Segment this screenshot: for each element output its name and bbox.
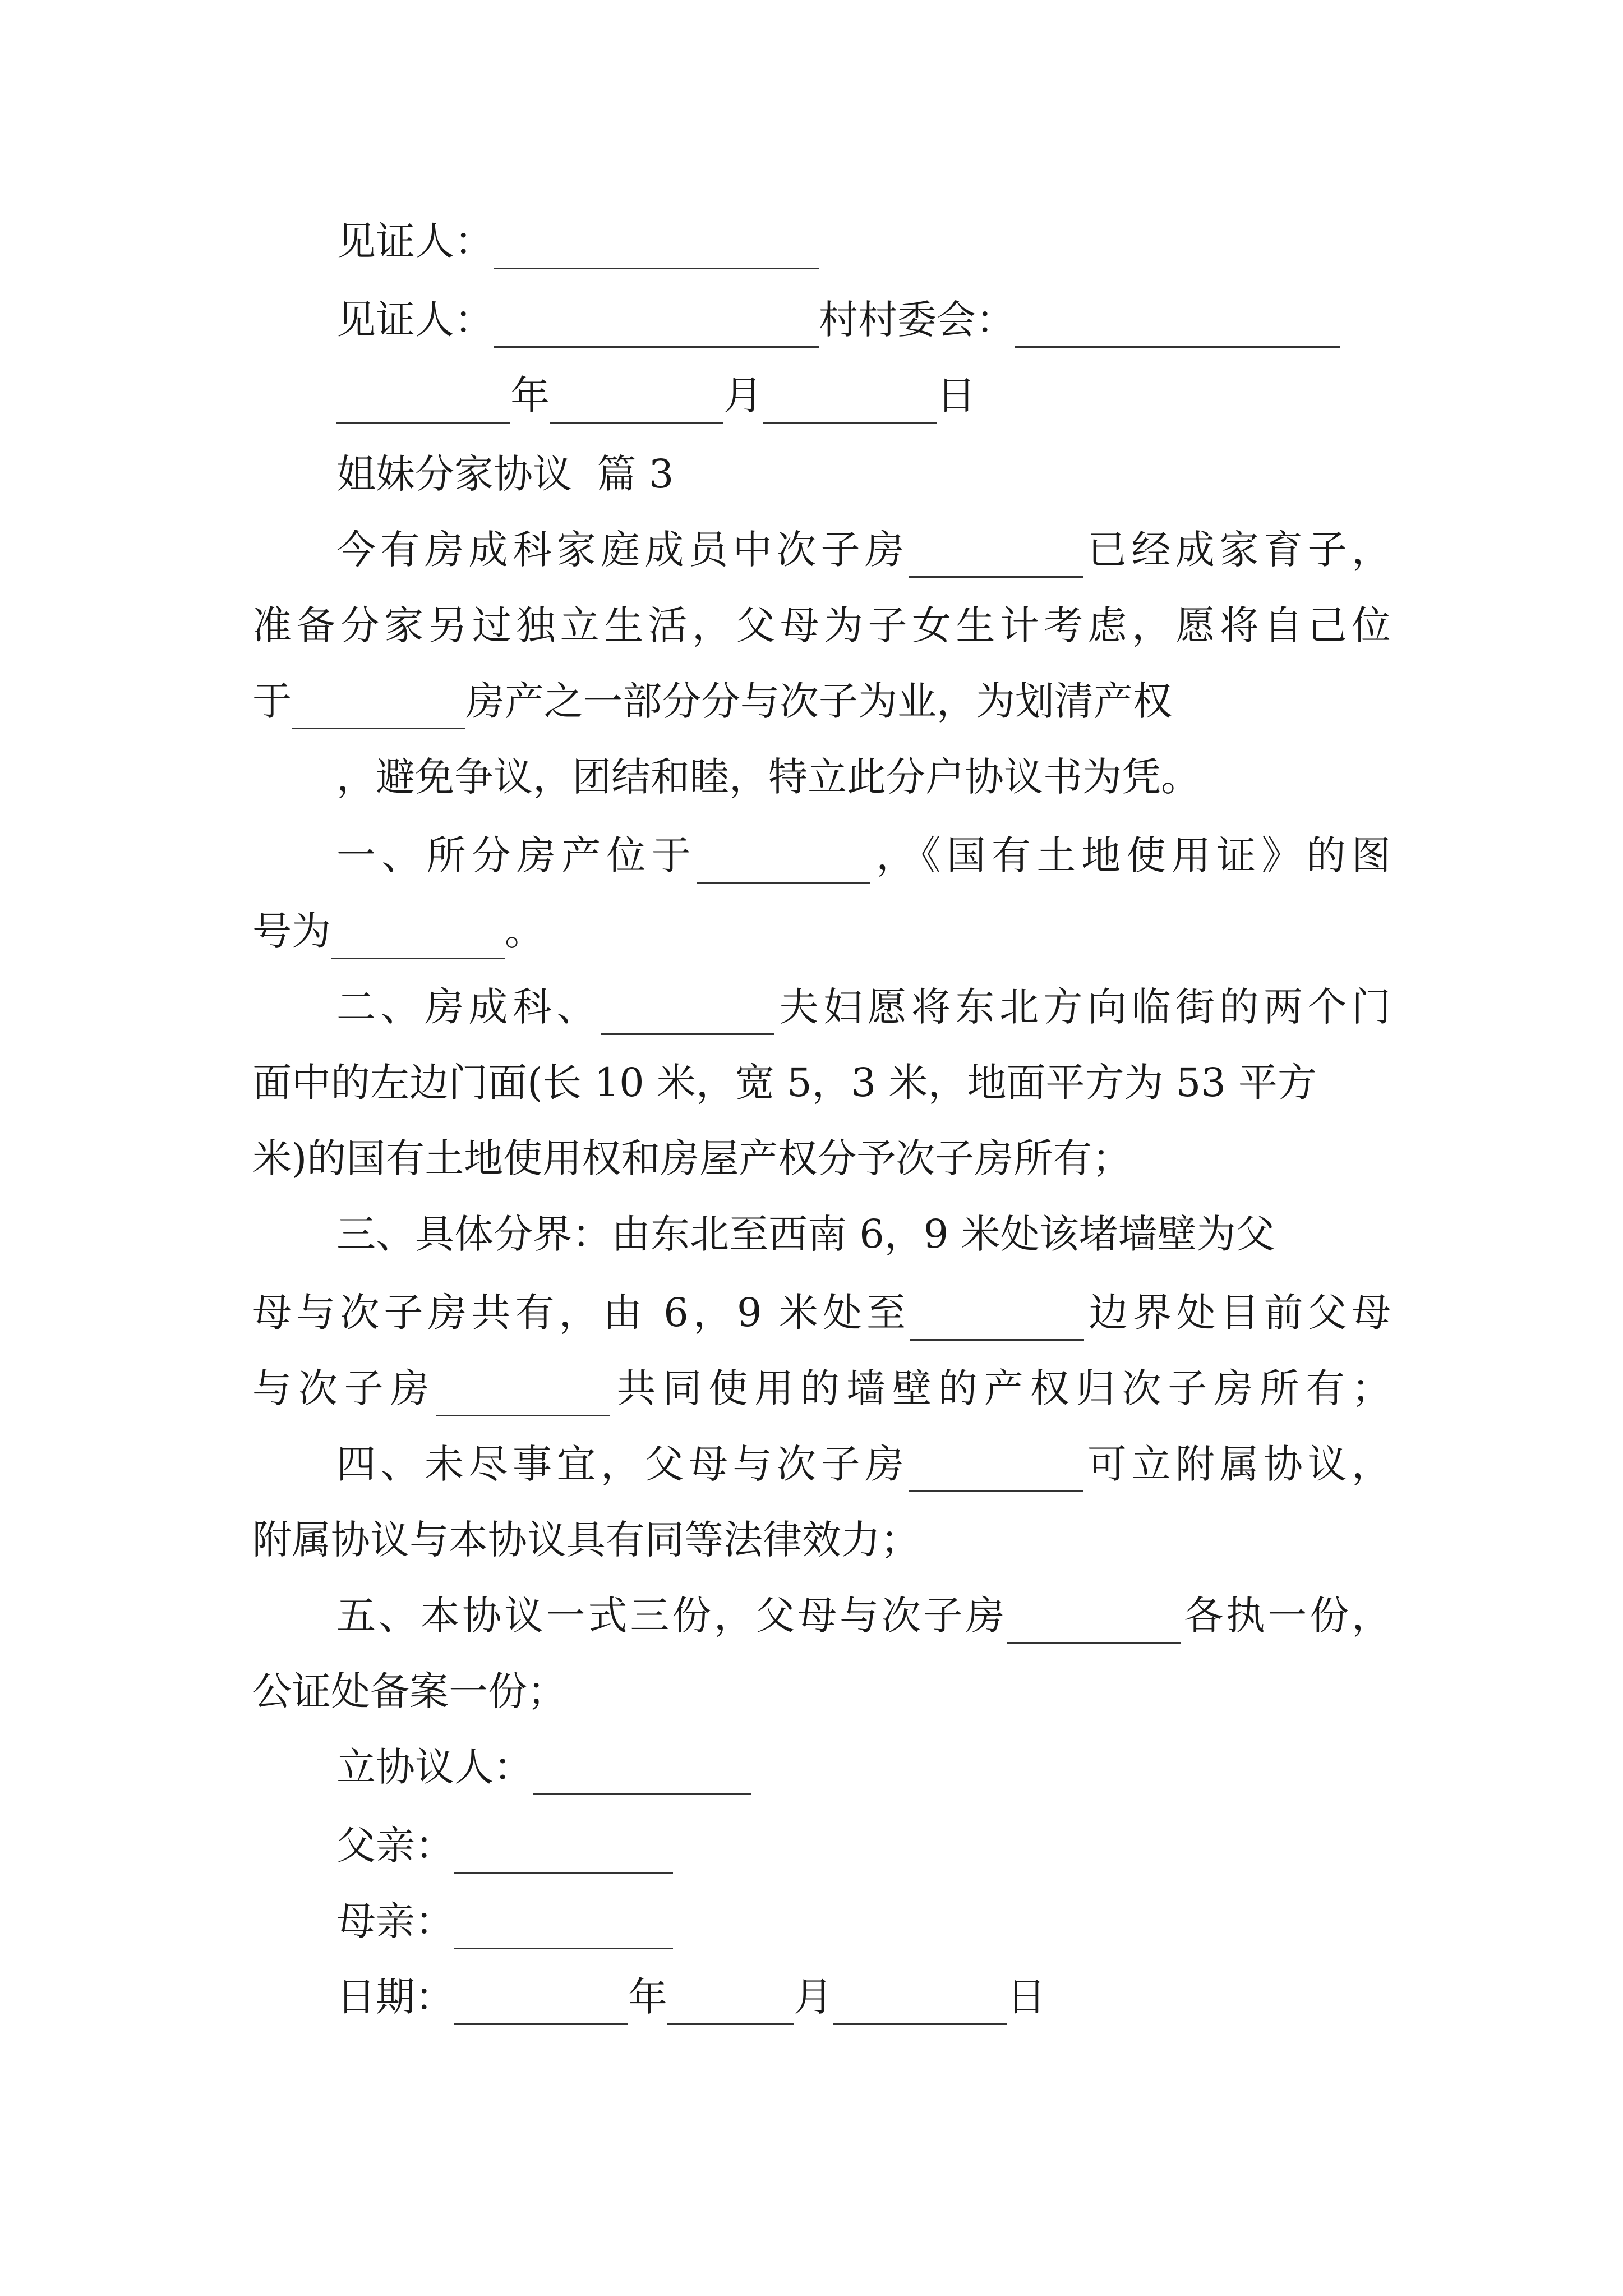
paragraph-line: [252, 1663, 1391, 1719]
text-fragment: 各执一份，: [1181, 1593, 1391, 1639]
text-fragment: 号为: [252, 908, 331, 954]
paragraph-line: [336, 1436, 1391, 1492]
day-label: 日: [1007, 1974, 1046, 2020]
text-fragment: 三、具体分界：由东北至西南 6，9 米处该堵墙壁为父: [336, 1211, 1275, 1257]
paragraph-line: [336, 749, 1391, 805]
father-label: 父亲：: [336, 1823, 454, 1869]
signature-mother: [336, 1893, 1391, 1949]
text-fragment: ，《国有土地使用证》的图: [870, 832, 1391, 878]
signature-date: [336, 1969, 1391, 2025]
text-fragment: 已经成家育子，: [1082, 527, 1391, 573]
text-fragment: 边界处目前父母: [1084, 1290, 1391, 1336]
committee-blank: [1015, 309, 1340, 348]
paragraph-line: [252, 1360, 1391, 1416]
mother-blank: [454, 1911, 673, 1950]
text-fragment: ，避免争议，团结和睦，特立此分户协议书为凭。: [336, 754, 1200, 800]
text-fragment: 一、所分房产位于: [336, 832, 697, 878]
father-blank: [454, 1835, 673, 1874]
witness-label: 见证人：: [336, 218, 494, 264]
fill-blank: [909, 1453, 1083, 1493]
paragraph-line: [252, 1512, 1391, 1568]
party-label: 立协议人：: [336, 1744, 533, 1790]
text-fragment: 。: [505, 908, 544, 954]
fill-blank: [910, 1302, 1084, 1341]
paragraph-line: [336, 522, 1391, 578]
section-title: 姐妹分家协议 篇 3: [336, 451, 674, 497]
paragraph-line: [336, 1206, 1391, 1262]
text-fragment: 附属协议与本协议具有同等法律效力；: [252, 1517, 920, 1563]
text-fragment: 房产之一部分分与次子为业，为划清产权: [465, 678, 1172, 724]
date-line-top: [336, 367, 1391, 424]
month-label: 月: [794, 1974, 833, 2020]
year-blank: [336, 385, 510, 424]
signature-party: [336, 1739, 1391, 1795]
witness-line-2: [336, 292, 1391, 348]
text-fragment: 母与次子房共有，由 6，9 米处至: [252, 1290, 911, 1336]
day-label: 日: [937, 372, 976, 418]
text-fragment: 夫妇愿将东北方向临街的两个门: [774, 984, 1391, 1030]
day-blank: [833, 1986, 1007, 2026]
text-fragment: 二、房成科、: [336, 984, 601, 1030]
date-label: 日期：: [336, 1974, 454, 2020]
witness-line-1: [336, 213, 1391, 269]
text-fragment: 面中的左边门面(长 10 米，宽 5，3 米，地面平方为 53 平方: [252, 1060, 1317, 1106]
mother-label: 母亲：: [336, 1898, 454, 1944]
paragraph-line: [336, 827, 1391, 884]
signature-father: [336, 1818, 1391, 1874]
fill-blank: [436, 1378, 610, 1417]
paragraph-line: [252, 1130, 1391, 1186]
fill-blank: [601, 996, 774, 1036]
text-fragment: 与次子房: [252, 1365, 436, 1411]
party-blank: [533, 1756, 751, 1796]
day-blank: [763, 385, 937, 424]
paragraph-line: [252, 1055, 1391, 1111]
year-label: 年: [510, 372, 550, 418]
text-fragment: 共同使用的墙壁的产权归次子房所有；: [610, 1365, 1391, 1411]
witness-blank: [494, 231, 819, 270]
paragraph-line: [252, 673, 1391, 729]
year-label: 年: [628, 1974, 667, 2020]
fill-blank: [697, 845, 870, 884]
year-blank: [454, 1986, 628, 2026]
text-fragment: 今有房成科家庭成员中次子房: [336, 527, 909, 573]
witness-label: 见证人：: [336, 297, 494, 343]
month-label: 月: [723, 372, 763, 418]
text-fragment: 公证处备案一份；: [252, 1668, 566, 1714]
fill-blank: [331, 921, 505, 960]
text-fragment: 准备分家另过独立生活，父母为子女生计考虑，愿将自己位: [252, 602, 1391, 648]
text-fragment: 可立附属协议，: [1082, 1441, 1391, 1487]
fill-blank: [292, 691, 465, 730]
fill-blank: [1007, 1605, 1181, 1644]
month-blank: [550, 385, 723, 424]
committee-label: 村村委会：: [819, 297, 1015, 343]
paragraph-line: [252, 597, 1391, 654]
text-fragment: 于: [252, 678, 292, 724]
paragraph-line: [336, 1588, 1391, 1644]
paragraph-line: [336, 979, 1391, 1035]
fill-blank: [909, 539, 1083, 578]
witness-blank: [494, 309, 819, 348]
paragraph-line: [252, 903, 1391, 959]
month-blank: [667, 1986, 794, 2026]
text-fragment: 米)的国有土地使用权和房屋产权分予次子房所有；: [252, 1135, 1132, 1181]
text-fragment: 五、本协议一式三份，父母与次子房: [336, 1593, 1008, 1639]
paragraph-line: [252, 1285, 1391, 1341]
text-fragment: 四、未尽事宜，父母与次子房: [336, 1441, 909, 1487]
